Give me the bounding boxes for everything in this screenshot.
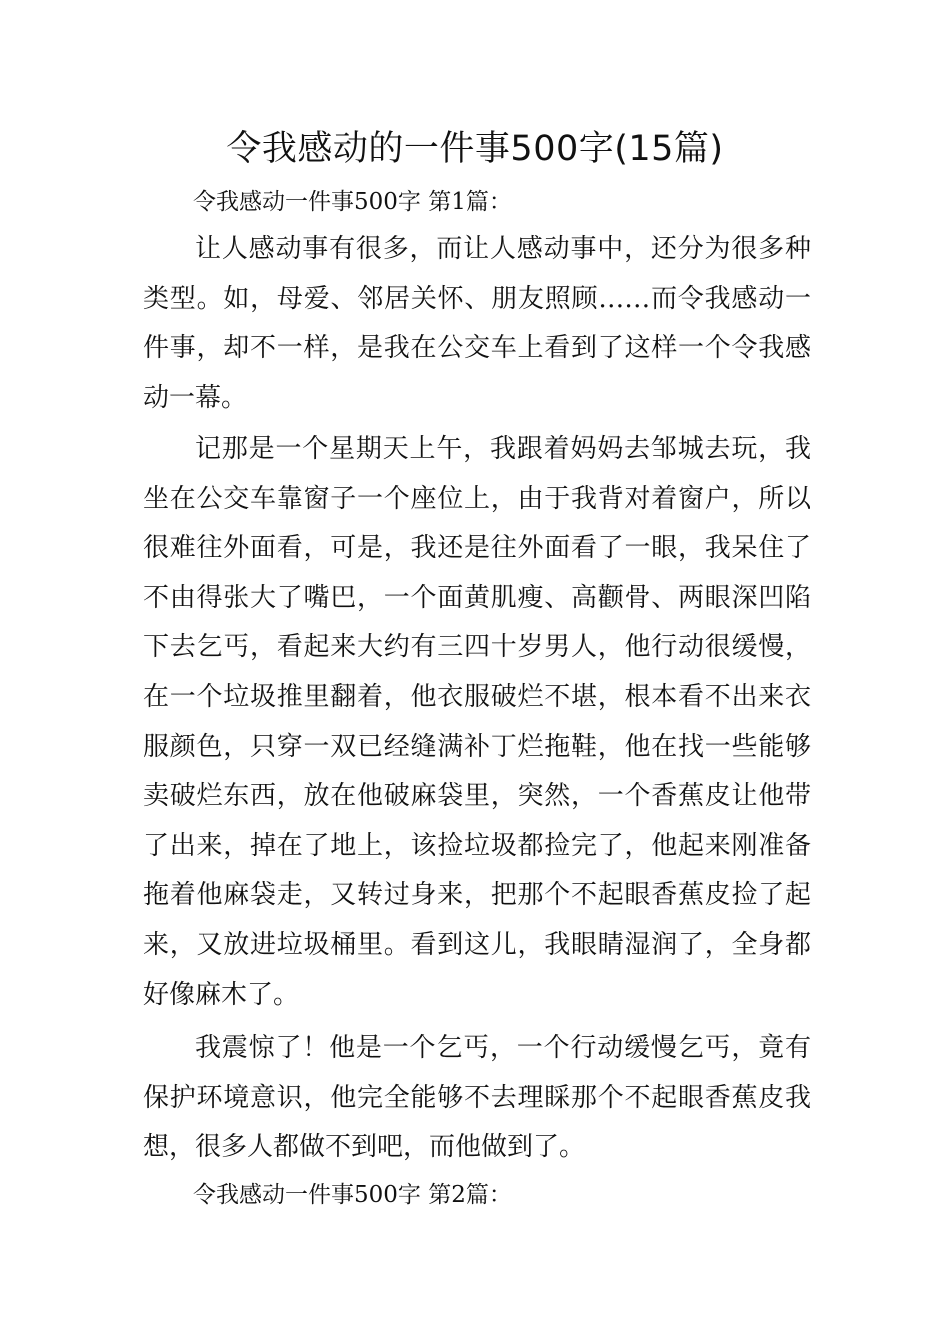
document-title: 令我感动的一件事500字(15篇): [226, 129, 724, 169]
paragraph-3: 我震惊了！他是一个乞丐，一个行动缓慢乞丐，竟有保护环境意识，他完全能够不去理睬那个不起眼香蕉皮我想，很多人都做不到吧，而他做到了。: [143, 1033, 811, 1163]
section-heading-1: 令我感动一件事500字 第1篇：: [193, 189, 512, 215]
paragraph-2: 记那是一个星期天上午，我跟着妈妈去邹城去玩，我坐在公交车靠窗子一个座位上，由于我背对着窗户，所以很难往外面看，可是，我还是往外面看了一眼，我呆住了不由得张大了嘴巴，一个面黄肌瘦、高颧骨、两眼深凹陷下去乞丐，看起来大约有三四十岁男人，他行动很缓慢，在一个垃圾推里翻着，他衣服破烂不堪，根本看不出来衣服颜色，只穿一双已经缝满补丁烂拖鞋，他在找一些能够卖破烂东西，放在他破麻袋里，突然，一个香蕉皮让他带了出来，掉在了地上，该捡垃圾都捡完了，他起来刚准备拖着他麻袋走，又转过身来，把那个不起眼香蕉皮捡了起来，又放进垃圾桶里。看到这儿，我眼睛湿润了，全身都好像麻木了。: [143, 434, 811, 1010]
paragraph-1: 让人感动事有很多，而让人感动事中，还分为很多种类型。如，母爱、邻居关怀、朋友照顾……而令我感动一件事，却不一样，是我在公交车上看到了这样一个令我感动一幕。: [143, 234, 811, 413]
section-heading-2: 令我感动一件事500字 第2篇：: [193, 1182, 512, 1208]
